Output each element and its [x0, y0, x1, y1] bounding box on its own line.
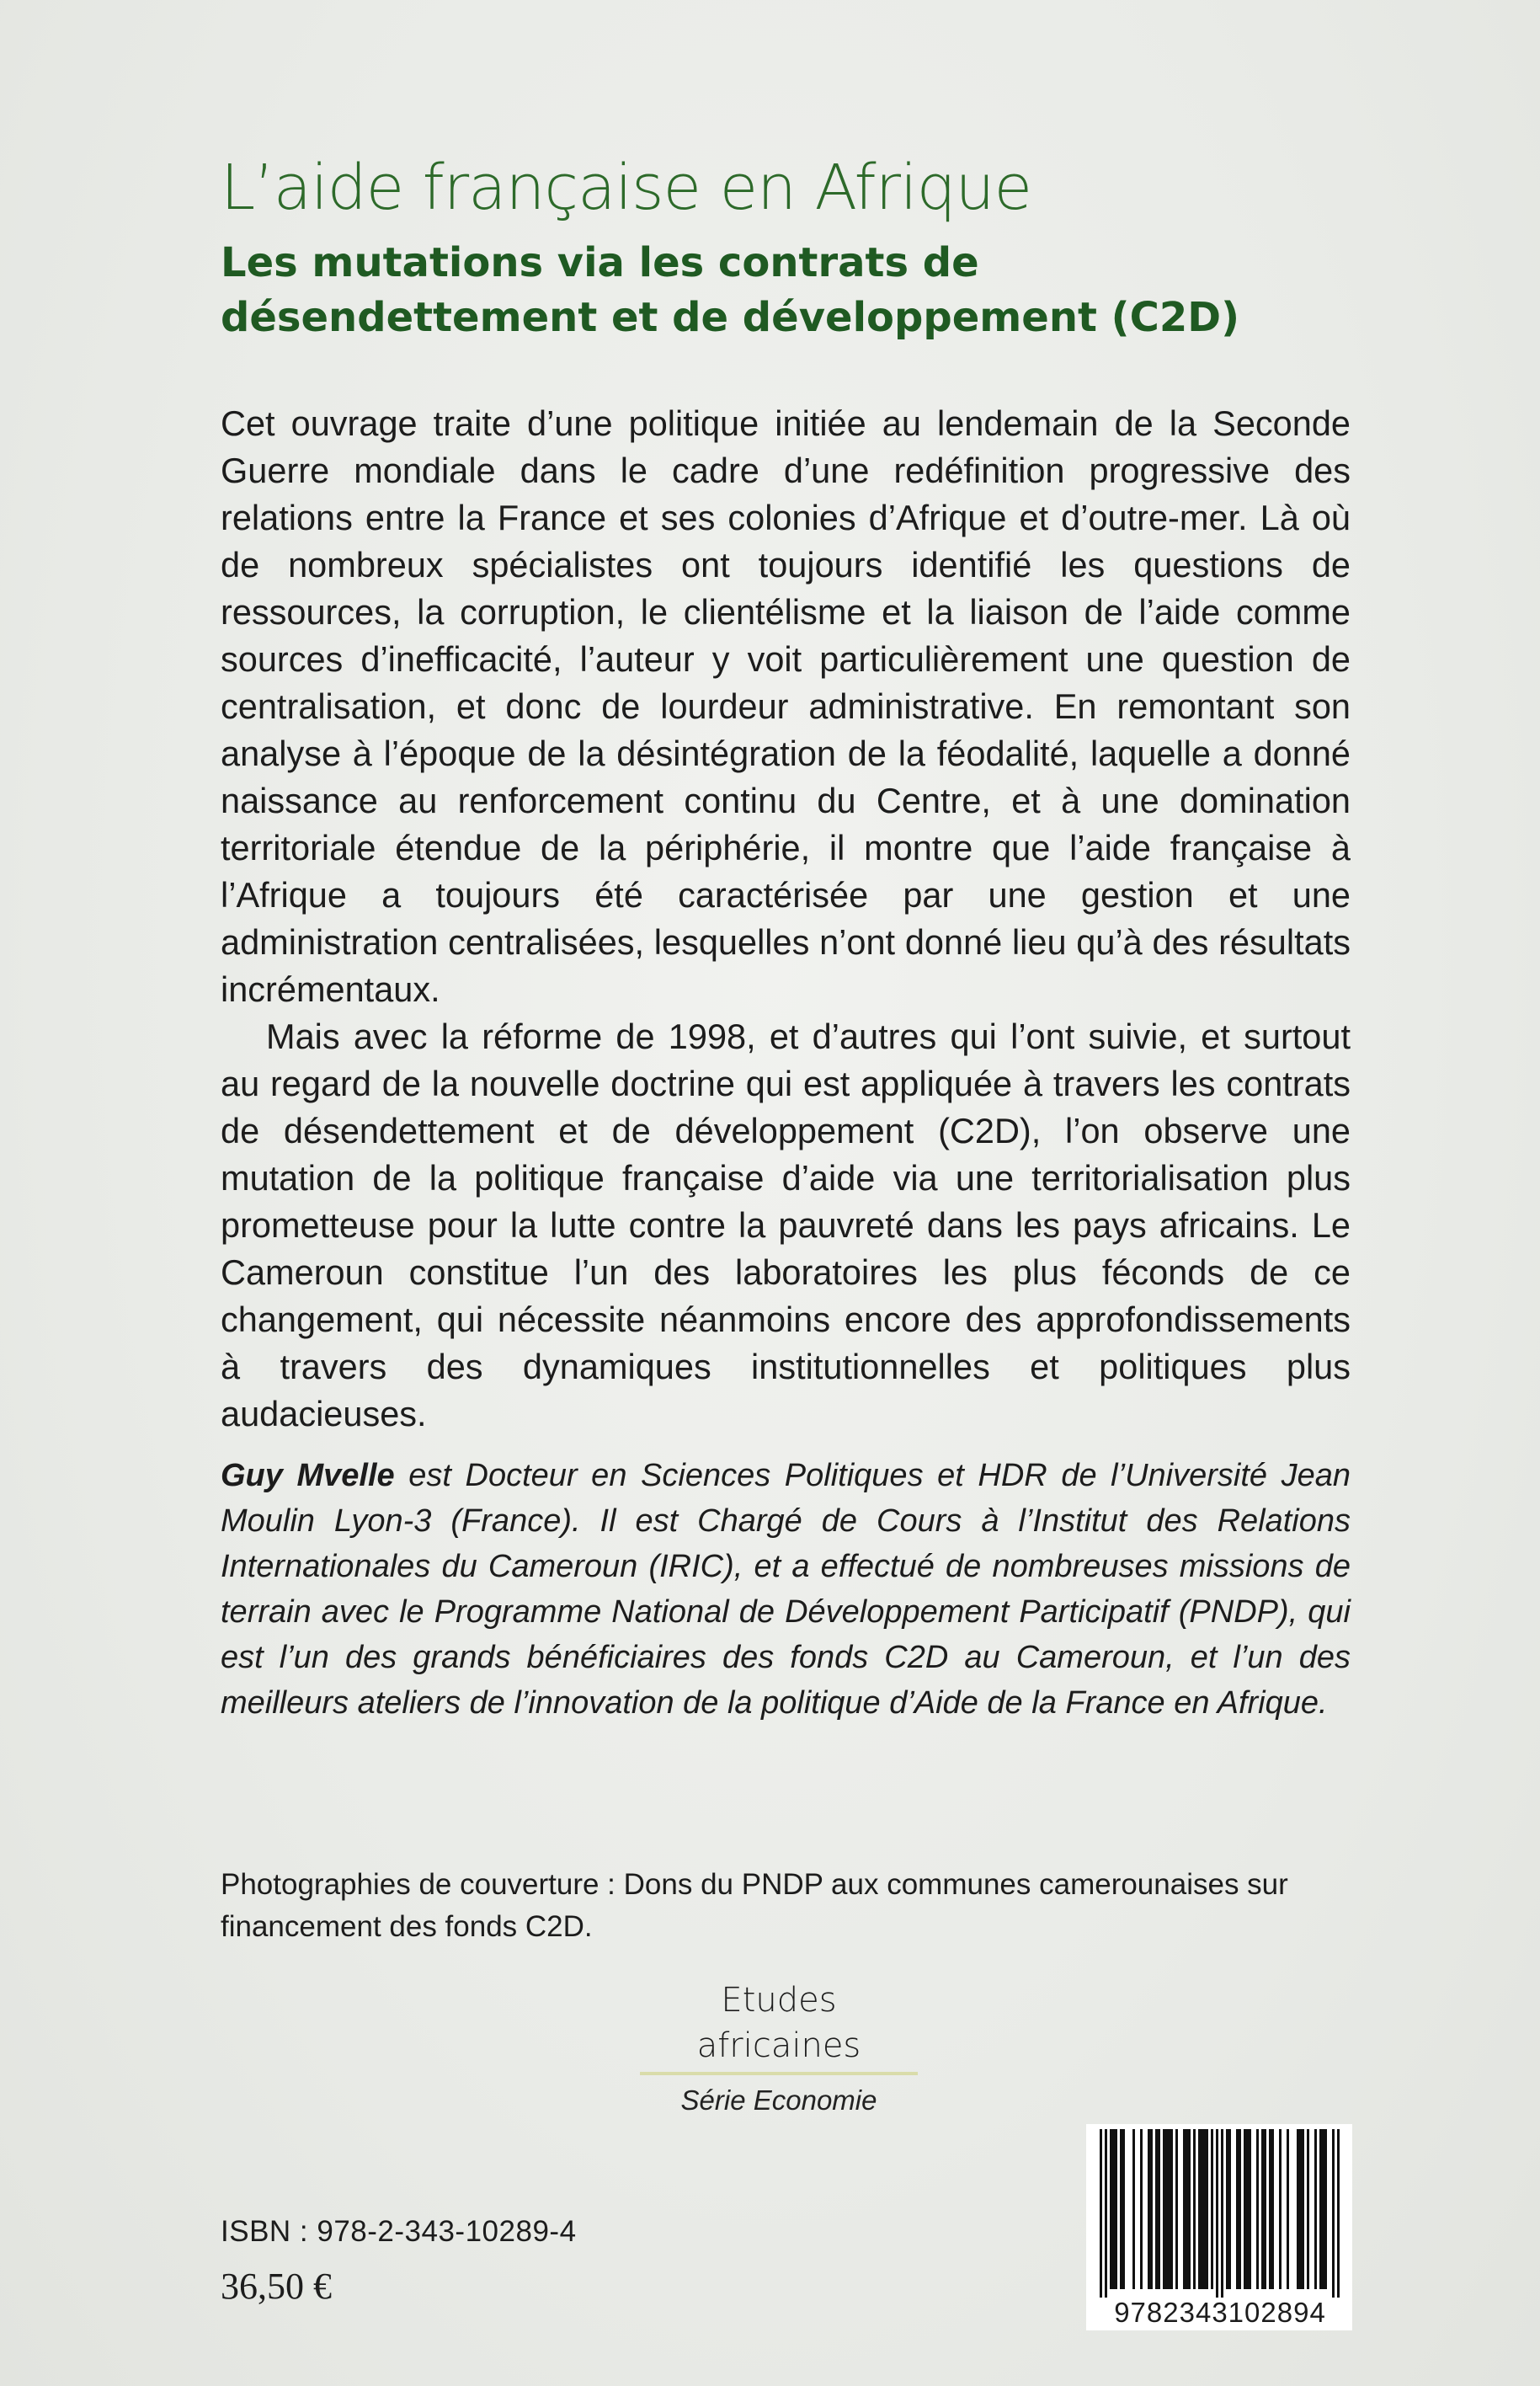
author-name: Guy Mvelle [221, 1458, 395, 1493]
barcode-bar [1322, 2129, 1324, 2289]
barcode-bar [1183, 2129, 1186, 2289]
series-block [640, 1978, 918, 2117]
barcode-bar [1168, 2129, 1170, 2289]
barcode-bar [1319, 2129, 1322, 2289]
barcode-bar [1279, 2129, 1282, 2289]
barcode-bar [1140, 2129, 1143, 2289]
barcode-bar [1264, 2129, 1266, 2289]
book-subtitle: Les mutations via les contrats de désendettement et de développement (C2D) [221, 239, 1240, 341]
barcode-bar [1170, 2129, 1173, 2289]
barcode-bar [1271, 2129, 1274, 2289]
barcode-bar [1175, 2129, 1178, 2289]
barcode-bar [1122, 2129, 1125, 2289]
barcode-bar [1332, 2129, 1335, 2298]
author-bio [221, 1453, 1351, 1726]
barcode-bar [1120, 2129, 1122, 2289]
barcode-bar [1132, 2129, 1135, 2289]
barcode-bar [1228, 2129, 1231, 2289]
series-divider [640, 2072, 918, 2075]
summary-paragraph-2: Mais avec la réforme de 1998, et d’autres qui l’ont suivie, et surtout au regard de la nouvelle doctrine qui est appliquée à travers les contrats de désendettement et de développement (C2D), l’on observe une mutation de la politique française d’aide via une territorialisation plus prometteuse pour la lutte contre la pauvreté dans les pays africains. Le Cameroun constitue l’un des laboratoires les plus féconds de ce changement, qui nécessite néanmoins encore des approfondissements à travers des dynamiques institutionnelles et politiques plus audacieuses. [221, 1017, 1351, 1433]
barcode-bar [1324, 2129, 1327, 2289]
price-label: 36,50 € [221, 2266, 332, 2307]
barcode-bars [1086, 2124, 1352, 2299]
barcode [1086, 2124, 1352, 2330]
barcode-bar [1226, 2129, 1228, 2289]
barcode-bar [1221, 2129, 1223, 2298]
barcode-bar [1110, 2129, 1112, 2289]
barcode-bar [1186, 2129, 1188, 2289]
barcode-bar [1249, 2129, 1251, 2289]
series-subseries: Série Economie [680, 2084, 877, 2116]
summary-paragraph-1: Cet ouvrage traite d’une politique initiée au lendemain de la Seconde Guerre mondiale dans le cadre d’une redéfinition progressive des relations entre la France et ses colonies d’Afrique et d’outre-mer. Là où de nombreux spécialistes ont toujours identifié les questions de ressources, la corruption, le clientélisme et la liaison de l’aide comme sources d’inefficacité, l’auteur y voit particulièrement une question de centralisation, et donc de lourdeur administrative. En remontant son analyse à l’époque de la désintégration de la féodalité, laquelle a donné naissance au renforcement continu du Centre, et à une domination territoriale étendue de la périphérie, il montre que l’aide française à l’Afrique a toujours été caractérisée par une gestion et une administration centralisées, lesquelles n’ont donné lieu qu’à des résultats incrémentaux. [221, 403, 1351, 1009]
barcode-bar [1105, 2129, 1107, 2298]
barcode-bar [1100, 2129, 1102, 2298]
barcode-bar [1244, 2129, 1246, 2289]
barcode-bar [1256, 2129, 1259, 2289]
author-bio-text: est Docteur en Sciences Politiques et HDR de l’Université Jean Moulin Lyon-3 (France). Il est Chargé de Cours à l’Institut des Relations Internationales du Cameroun (IRIC), et a effectué de nombreuses missions de terrain avec le Programme National de Développement Participatif (PNDP), qui est l’un des grands bénéficiaires des fonds C2D au Cameroun, et l’un des meilleurs ateliers de l’innovation de la politique d’Aide de la France en Afrique. [221, 1458, 1351, 1721]
barcode-bar [1158, 2129, 1160, 2289]
cover-photo-caption: Photographies de couverture : Dons du PNDP aux communes camerounaises sur financement des fonds C2D. [221, 1868, 1288, 1943]
barcode-bar [1150, 2129, 1153, 2289]
barcode-digits: 9782343102894 [1114, 2297, 1326, 2328]
barcode-bar [1206, 2129, 1208, 2289]
isbn-label: ISBN : 978-2-343-10289-4 [221, 2215, 577, 2248]
barcode-bar [1211, 2129, 1213, 2289]
barcode-bar [1201, 2129, 1203, 2289]
barcode-bar [1193, 2129, 1196, 2289]
summary-text [221, 400, 1351, 1438]
barcode-bar [1287, 2129, 1289, 2289]
barcode-bar [1155, 2129, 1158, 2289]
barcode-bar [1269, 2129, 1271, 2289]
barcode-bar [1163, 2129, 1165, 2289]
barcode-bar [1314, 2129, 1317, 2289]
barcode-bar [1297, 2129, 1299, 2289]
barcode-bar [1302, 2129, 1304, 2289]
barcode-bar [1246, 2129, 1249, 2289]
barcode-bar [1236, 2129, 1239, 2289]
barcode-bar [1307, 2129, 1309, 2289]
barcode-bar [1203, 2129, 1206, 2289]
barcode-bar [1337, 2129, 1340, 2298]
barcode-bar [1299, 2129, 1302, 2289]
barcode-bar [1261, 2129, 1264, 2289]
barcode-bar [1165, 2129, 1168, 2289]
barcode-bar [1239, 2129, 1241, 2289]
series-collection: Etudes africaines [696, 1981, 861, 2065]
barcode-bar [1198, 2129, 1201, 2289]
barcode-bar [1188, 2129, 1191, 2289]
book-title: L’aide française en Afrique [221, 152, 1031, 224]
barcode-bar [1148, 2129, 1150, 2289]
barcode-bar [1112, 2129, 1115, 2289]
barcode-bar [1216, 2129, 1218, 2298]
barcode-bar [1115, 2129, 1117, 2289]
